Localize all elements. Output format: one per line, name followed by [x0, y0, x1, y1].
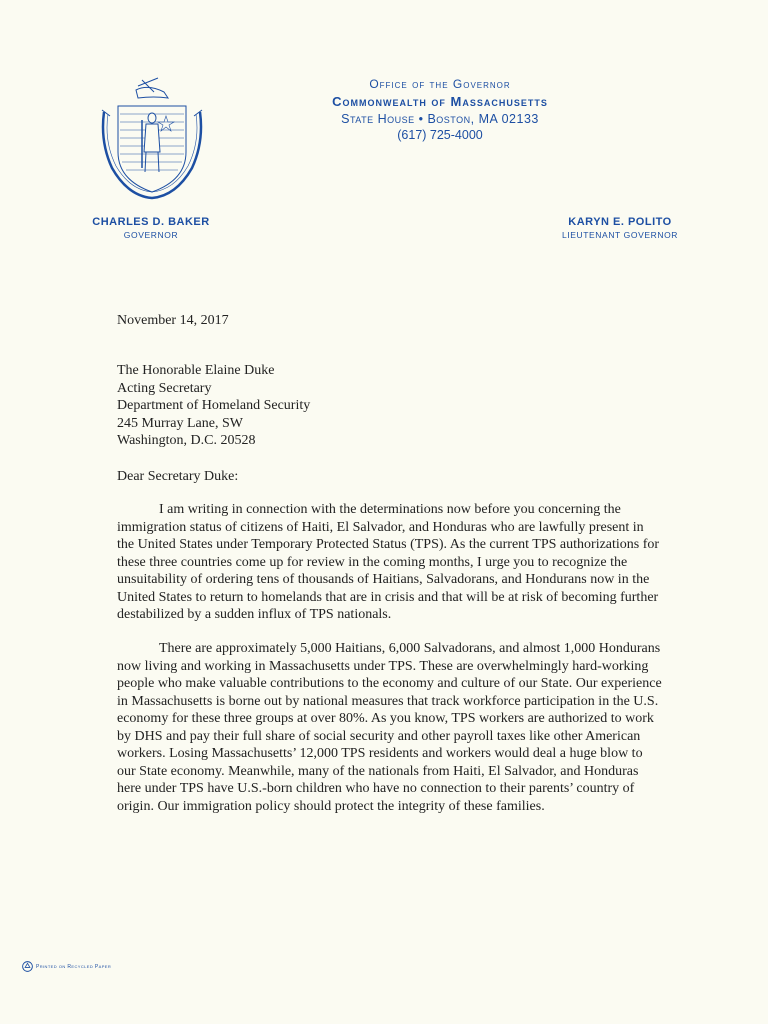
recipient-line: Department of Homeland Security [117, 398, 311, 413]
state-seal-icon [98, 72, 206, 200]
paragraph-1: I am writing in connection with the determinations now before you concerning the immigration status of citizens of Haiti, El Salvador, and Honduras who are lawfully present in the United States under Temporary Protected Status (TPS). As the current TPS authorizations for these three countries come up for review in the coming months, I urge you to recognize the unsuitability of ordering tens of thousands of Haitians, Salvadorans, and Hondurans now in the United States to return to homelands that are in crisis and that will be at risk of becoming further destabilized by a sudden influx of TPS nationals. [117, 502, 660, 622]
recipient-block [117, 362, 662, 450]
letter-date: November 14, 2017 [117, 313, 229, 328]
recipient-line: 245 Murray Lane, SW [117, 415, 243, 431]
lt-governor-block [540, 216, 700, 240]
lt-governor-name: KARYN E. POLITO [568, 216, 672, 228]
lt-governor-title: LIEUTENANT GOVERNOR [561, 230, 679, 240]
footer-text: Printed on Recycled Paper [36, 963, 112, 970]
salutation: Dear Secretary Duke: [117, 469, 239, 484]
letterhead-address: State House • Boston, MA 02133 [341, 112, 539, 126]
governor-name: CHARLES D. BAKER [92, 216, 210, 228]
recycle-icon [22, 961, 33, 972]
paragraph-2: There are approximately 5,000 Haitians, 6,000 Salvadorans, and almost 1,000 Hondurans now living and working in Massachusetts under TPS. These are overwhelmingly hard-working people who make valuable contributions to the economy and culture of our State. Our experience in Massachusetts is borne out by national measures that track workforce participation in the U.S. economy for these three groups at over 80%. As you know, TPS workers are authorized to work by DHS and pay their full share of social security and other payroll taxes like other American workers. Losing Massachusetts’ 12,000 TPS residents and workers would deal a huge blow to our State economy. Meanwhile, many of the nationals from Haiti, El Salvador, and Honduras here under TPS have U.S.-born children who have no connection to their parents’ country of origin. Our immigration policy should protect the integrity of these families. [117, 641, 662, 814]
letterhead-phone: (617) 725-4000 [397, 128, 483, 142]
recipient-line: The Honorable Elaine Duke [117, 363, 275, 378]
footer [22, 961, 111, 972]
governor-block [76, 216, 226, 240]
office-title: Office of the Governor [369, 77, 511, 91]
commonwealth-title: Commonwealth of Massachusetts [332, 94, 548, 109]
recipient-line: Washington, D.C. 20528 [117, 433, 256, 448]
recipient-line: Acting Secretary [117, 380, 212, 396]
governor-title: GOVERNOR [123, 230, 179, 240]
